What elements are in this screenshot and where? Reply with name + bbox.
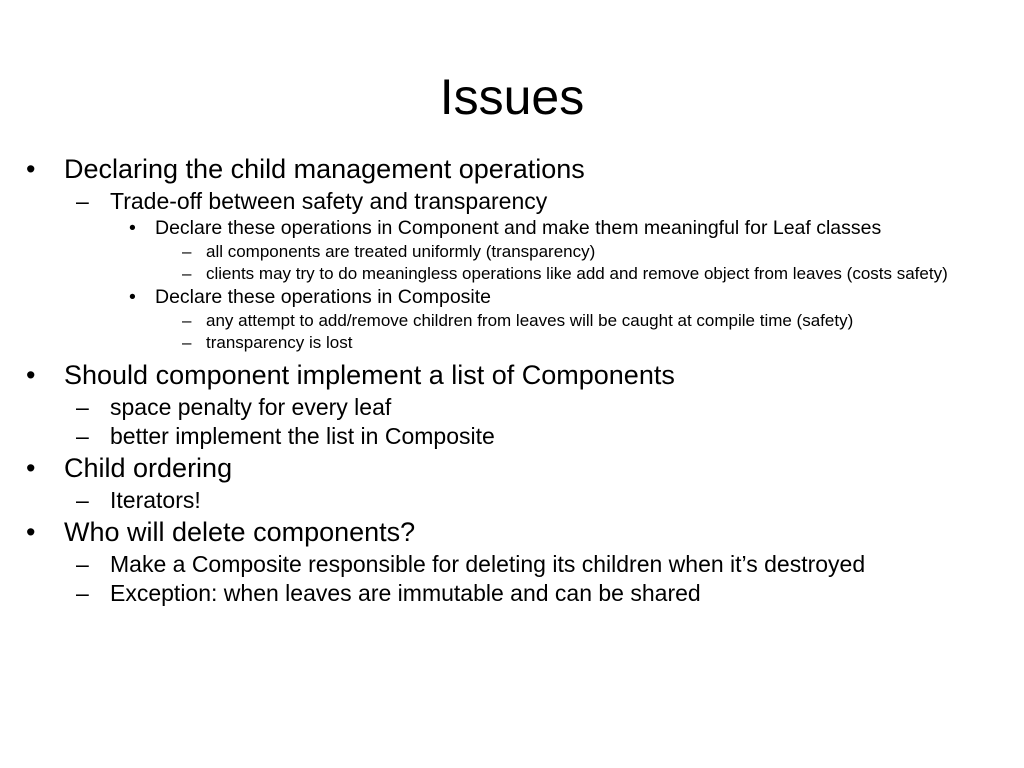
detail-item (182, 242, 1014, 261)
sub-item (76, 423, 1010, 449)
sub-sub-item-text: Declare these operations in Composite (155, 286, 492, 308)
detail-item (182, 264, 1014, 283)
sub-sub-item (129, 217, 1010, 239)
bullet-marker: • (26, 453, 36, 483)
detail-item-text: all components are treated uniformly (transparency) (206, 242, 596, 261)
detail-item (182, 311, 1014, 330)
detail-item (182, 333, 1014, 352)
slide-body (0, 150, 1024, 606)
sub-item-text: Trade-off between safety and transparency (110, 188, 548, 214)
dash-marker: – (76, 423, 89, 449)
sub-item (76, 551, 1010, 577)
sub-sub-item-text: Declare these operations in Component and make them meaningful for Leaf classes (155, 217, 882, 239)
detail-item-text: any attempt to add/remove children from leaves will be caught at compile time (safety) (206, 311, 854, 330)
sub-item-text: Make a Composite responsible for deleting its children when it’s destroyed (110, 551, 866, 577)
bullet-text: Should component implement a list of Components (64, 360, 675, 390)
bullet-text: Declaring the child management operations (64, 154, 585, 184)
dash-marker: – (76, 394, 89, 420)
dash-marker: – (76, 580, 89, 606)
bullet-marker: • (26, 517, 36, 547)
bullet-item (26, 359, 1014, 391)
detail-item-text: transparency is lost (206, 333, 353, 352)
bullet-item (26, 452, 1014, 484)
bullet-marker: • (26, 154, 36, 184)
bullet-text: Who will delete components? (64, 517, 416, 547)
sub-item (76, 580, 1010, 606)
sub-item (76, 394, 1010, 420)
sub-item-text: space penalty for every leaf (110, 394, 392, 420)
slide-title: Issues (439, 69, 585, 125)
sub-item (76, 487, 1010, 513)
sub-item-text: better implement the list in Composite (110, 423, 495, 449)
dash-marker: – (182, 264, 192, 283)
bullet-marker: • (129, 217, 136, 239)
sub-item (76, 188, 1010, 214)
sub-item-text: Exception: when leaves are immutable and can be shared (110, 580, 701, 606)
bullet-item (26, 153, 1014, 185)
sub-item-text: Iterators! (110, 487, 201, 513)
dash-marker: – (76, 551, 89, 577)
dash-marker: – (182, 311, 192, 330)
dash-marker: – (182, 242, 192, 261)
dash-marker: – (76, 487, 89, 513)
bullet-marker: • (26, 360, 36, 390)
sub-sub-item (129, 286, 1010, 308)
bullet-item (26, 516, 1014, 548)
dash-marker: – (182, 333, 192, 352)
bullet-text: Child ordering (64, 453, 233, 483)
detail-item-text: clients may try to do meaningless operations like add and remove object from leaves (costs safety) (206, 264, 948, 283)
bullet-marker: • (129, 286, 136, 308)
dash-marker: – (76, 188, 89, 214)
